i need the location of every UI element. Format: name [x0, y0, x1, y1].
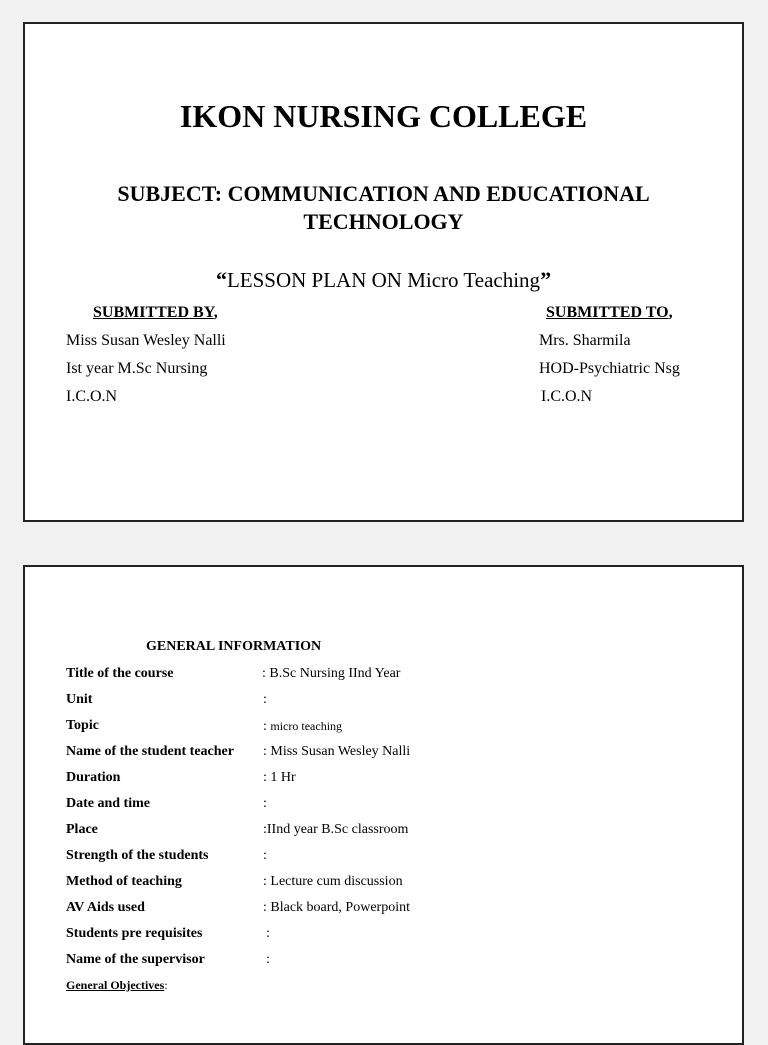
label-duration: Duration [66, 770, 121, 785]
submitted-to-label: SUBMITTED TO [546, 304, 669, 321]
label-prerequisites: Students pre requisites [66, 926, 203, 941]
label-topic: Topic [66, 718, 99, 733]
open-quote: “ [215, 267, 227, 292]
submitted-to-comma: , [668, 304, 673, 321]
submitted-by-heading [93, 304, 218, 322]
value-unit: : [263, 692, 267, 707]
submitted-to-designation: HOD-Psychiatric Nsg [539, 360, 680, 377]
submitted-by-name: Miss Susan Wesley Nalli [66, 332, 226, 349]
submitted-to-institution: I.C.O.N [541, 388, 593, 405]
label-strength: Strength of the students [66, 848, 209, 863]
subject-line-1: SUBJECT: COMMUNICATION AND EDUCATIONAL [117, 181, 650, 206]
value-prerequisites: : [266, 926, 270, 941]
subject-heading [25, 180, 742, 236]
submitted-to-heading [546, 304, 673, 322]
value-topic-text: micro teaching [270, 719, 343, 733]
label-student-teacher: Name of the student teacher [66, 744, 234, 759]
submitted-by-comma: , [213, 304, 218, 321]
value-av-aids: : Black board, Powerpoint [263, 900, 410, 915]
value-topic-colon: : [263, 719, 271, 734]
value-supervisor: : [266, 952, 270, 967]
label-date-time: Date and time [66, 796, 150, 811]
subject-line-2: TECHNOLOGY [303, 209, 464, 234]
label-place: Place [66, 822, 98, 837]
close-quote: ” [540, 267, 552, 292]
general-objectives-heading [66, 978, 168, 993]
submitted-to-name: Mrs. Sharmila [539, 332, 631, 349]
cover-page [23, 22, 744, 522]
label-unit: Unit [66, 692, 93, 707]
value-place: :IInd year B.Sc classroom [263, 822, 409, 837]
value-strength: : [263, 848, 267, 863]
lesson-plan-title [25, 267, 742, 293]
value-title-of-course: : B.Sc Nursing IInd Year [262, 666, 401, 681]
general-objectives-colon: : [164, 978, 168, 992]
submitted-by-label: SUBMITTED BY [93, 304, 214, 321]
label-av-aids: AV Aids used [66, 900, 145, 915]
college-title: IKON NURSING COLLEGE [179, 98, 588, 134]
value-duration: : 1 Hr [263, 770, 296, 785]
label-title-of-course: Title of the course [66, 666, 174, 681]
submitted-by-course: Ist year M.Sc Nursing [66, 360, 208, 377]
general-objectives-label: General Objectives [66, 978, 165, 992]
lesson-title-text: LESSON PLAN ON Micro Teaching [226, 268, 541, 292]
value-student-teacher: : Miss Susan Wesley Nalli [263, 744, 411, 759]
general-information-page [23, 565, 744, 1045]
general-information-title: GENERAL INFORMATION [146, 639, 322, 654]
label-supervisor: Name of the supervisor [66, 952, 205, 967]
submitted-by-institution: I.C.O.N [66, 388, 118, 405]
value-date-time: : [263, 796, 267, 811]
label-method: Method of teaching [66, 874, 182, 889]
value-method: : Lecture cum discussion [263, 874, 403, 889]
value-topic [263, 719, 342, 735]
